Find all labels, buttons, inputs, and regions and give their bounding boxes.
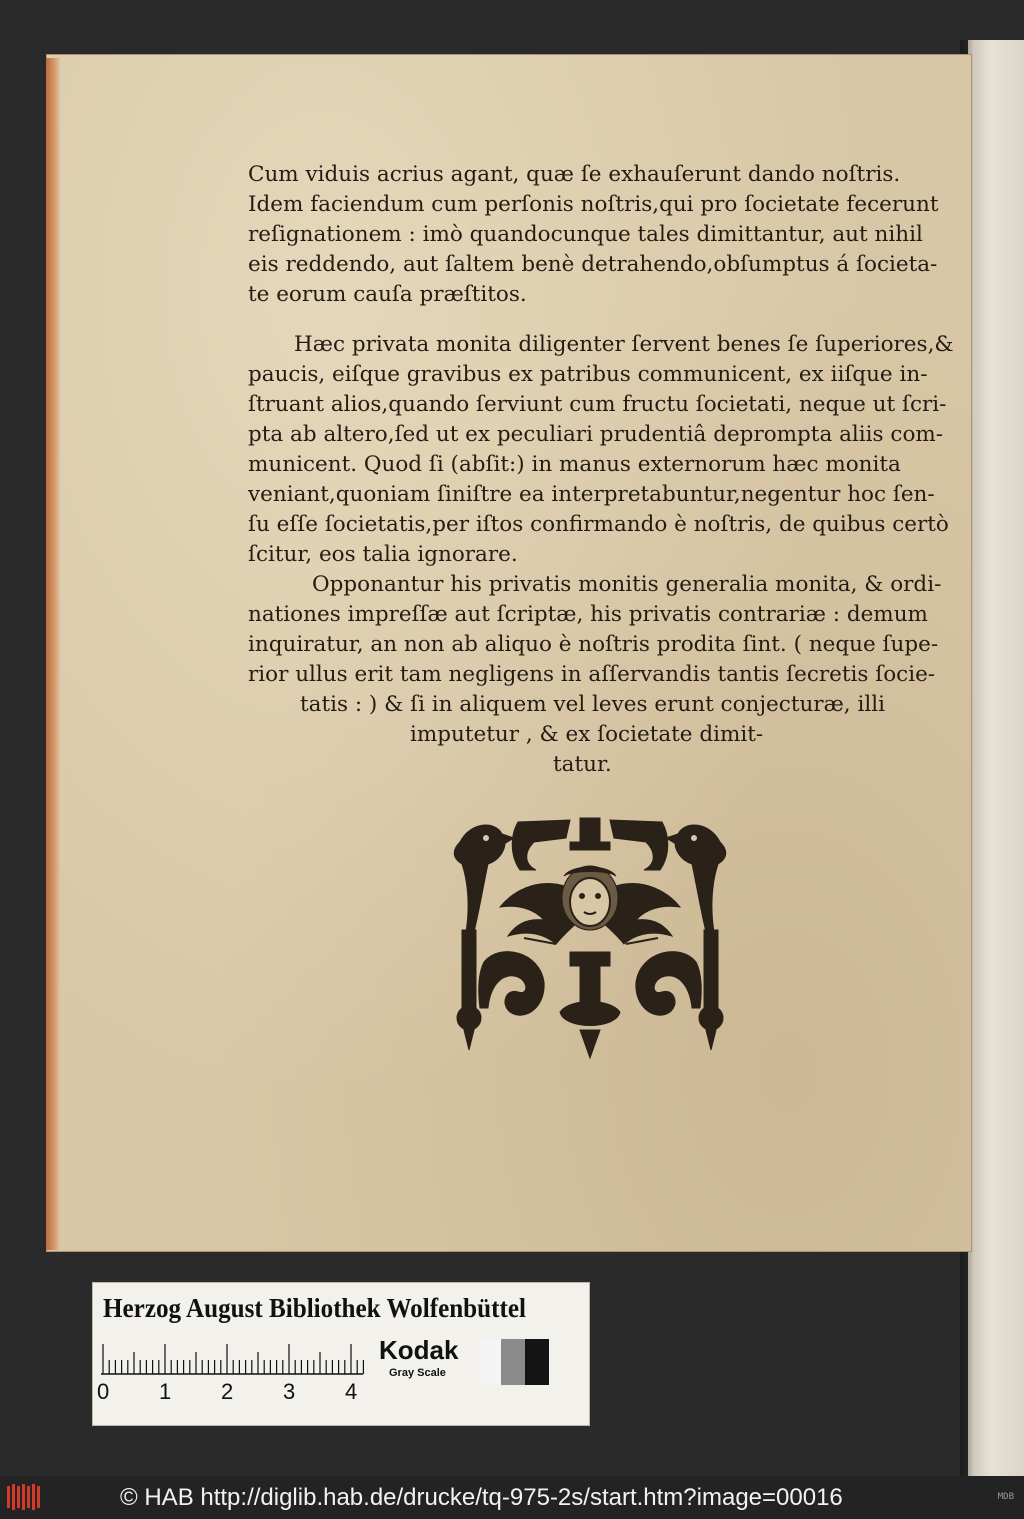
text-line: imputetur , & ex ſocietate dimit-: [410, 722, 764, 747]
text-line: Idem faciendum cum perſonis noſtris,qui pro ſocietate fecerunt: [248, 192, 939, 217]
paragraph-gap: [248, 310, 912, 330]
text-line: veniant,quoniam ſiniſtre ea interpretabuntur,negentur hoc ſen-: [248, 482, 935, 507]
color-target-card: [92, 1282, 590, 1426]
gray-swatches: [479, 1339, 549, 1385]
text-line: nationes impreſſæ aut ſcriptæ, his privatis contrariæ : demum: [248, 602, 928, 627]
gray-swatch-light: [479, 1339, 501, 1385]
ruler-number: 4: [345, 1379, 358, 1404]
library-name: Herzog August Bibliothek Wolfenbüttel: [103, 1293, 526, 1323]
hab-logo-icon: [6, 1482, 42, 1512]
copyright-url: © HAB http://diglib.hab.de/drucke/tq-975-2s/start.htm?image=00016: [120, 1484, 843, 1511]
ruler-number: 1: [159, 1379, 172, 1404]
text-line: Cum viduis acrius agant, quæ ſe exhauſerunt dando noſtris.: [248, 162, 901, 187]
text-line: tatur.: [553, 752, 612, 777]
text-line: ſtruant alios,quando ſerviunt cum fructu ſocietati, neque ut ſcri-: [248, 392, 947, 417]
gray-swatch-mid: [501, 1339, 525, 1385]
gray-scale-label: Gray Scale: [389, 1367, 446, 1379]
text-line: ſu eſſe ſocietatis,per iſtos confirmando è noſtris, de quibus certò: [248, 512, 949, 537]
text-line: inquiratur, an non ab aliquo è noſtris prodita ſint. ( neque ſupe-: [248, 632, 939, 657]
text-line: pta ab altero,ſed ut ex peculiari prudentiâ deprompta aliis com-: [248, 422, 944, 447]
ruler-number: 2: [221, 1379, 234, 1404]
footer-bar: [0, 1476, 1024, 1519]
text-line: paucis, eiſque gravibus ex patribus communicent, ex iiſque in-: [248, 362, 928, 387]
text-line: Opponantur his privatis monitis generalia monita, & ordi-: [312, 572, 942, 597]
text-line: eis reddendo, aut ſaltem benè detrahendo,obſumptus á ſocieta-: [248, 252, 938, 277]
kodak-logo-text: Kodak: [379, 1335, 459, 1365]
ruler-scale: [101, 1343, 371, 1375]
ruler-number: 3: [283, 1379, 296, 1404]
woodcut-ornament: [440, 812, 740, 1062]
text-line: rior ullus erit tam negligens in aſſervandis tantis ſecretis ſocie-: [248, 662, 936, 687]
text-line: ſcitur, eos talia ignorare.: [248, 542, 518, 567]
text-line: reſignationem : imò quandocunque tales dimittantur, aut nihil: [248, 222, 923, 247]
ruler-number: 0: [97, 1379, 110, 1404]
text-line: te eorum cauſa præſtitos.: [248, 282, 527, 307]
footer-mark: MDB: [997, 1492, 1014, 1502]
page-text: [248, 160, 954, 780]
page-edge: [46, 58, 60, 1250]
adjacent-page: [968, 40, 1024, 1480]
text-line: Hæc privata monita diligenter ſervent benes ſe ſuperiores,&: [294, 332, 954, 357]
gray-swatch-dark: [525, 1339, 549, 1385]
text-line: tatis : ) & ſi in aliquem vel leves erunt conjecturæ, illi: [300, 692, 885, 717]
text-line: municent. Quod ſi (abſit:) in manus externorum hæc monita: [248, 452, 901, 477]
